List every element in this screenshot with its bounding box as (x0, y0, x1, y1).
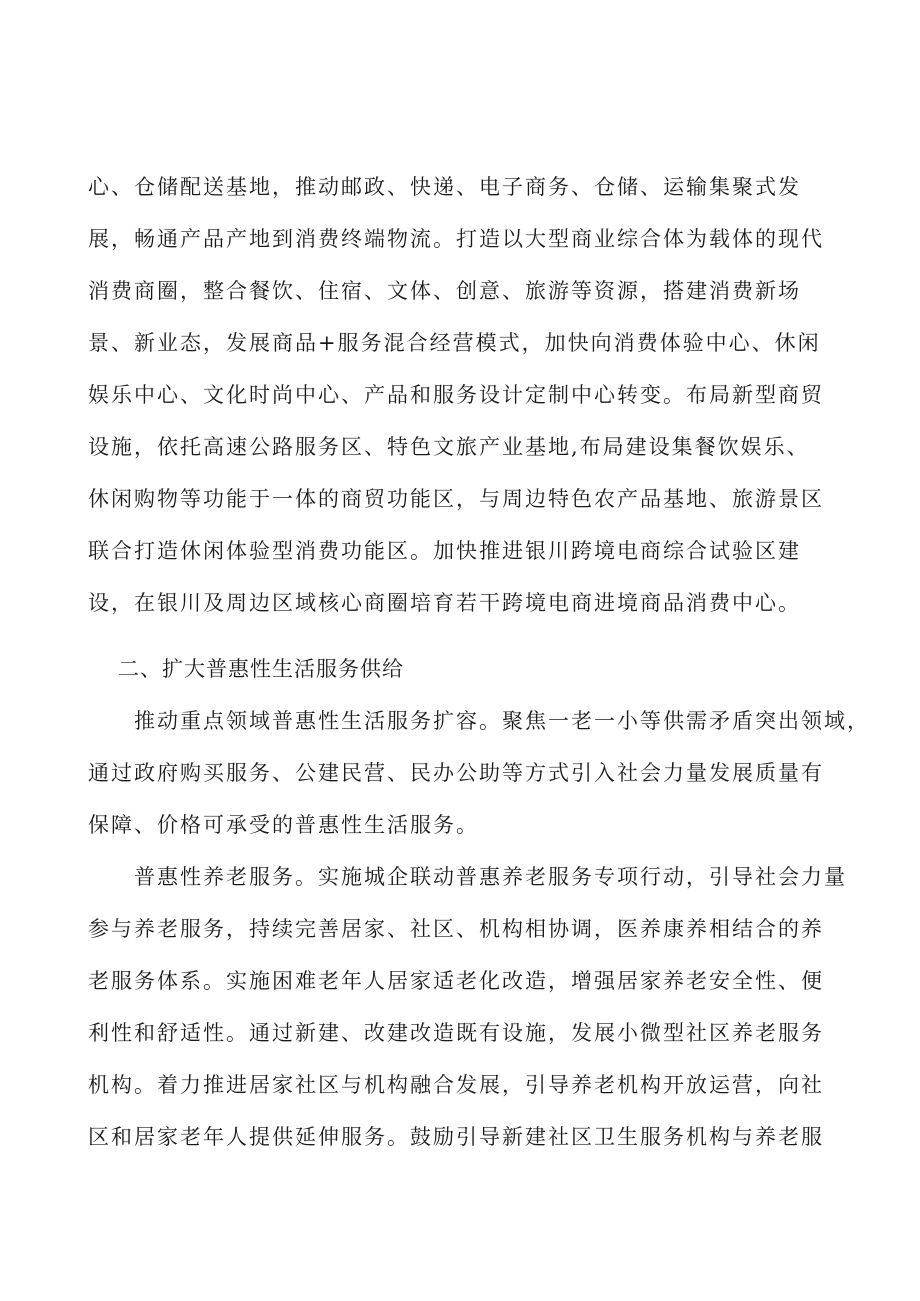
paragraph-line: 娱乐中心、文化时尚中心、产品和服务设计定制中心转变。布局新型商贸 (88, 383, 824, 407)
paragraph-line: 机构。着力推进居家社区与机构融合发展，引导养老机构开放运营，向社 (88, 1073, 824, 1097)
section-heading: 二、扩大普惠性生活服务供给 (118, 657, 404, 681)
paragraph-line: 联合打造休闲体验型消费功能区。加快推进银川跨境电商综合试验区建 (88, 539, 801, 563)
paragraph-line: 保障、价格可承受的普惠性生活服务。 (88, 813, 479, 837)
paragraph-line: 普惠性养老服务。实施城企联动普惠养老服务专项行动，引导社会力量 (134, 865, 847, 889)
paragraph-line: 消费商圈，整合餐饮、住宿、文体、创意、旅游等资源，搭建消费新场 (88, 279, 801, 303)
paragraph-line: 景、新业态，发展商品+服务混合经营模式，加快向消费体验中心、休闲 (88, 331, 821, 355)
paragraph-line: 展，畅通产品产地到消费终端物流。打造以大型商业综合体为载体的现代 (88, 227, 824, 251)
paragraph-line: 区和居家老年人提供延伸服务。鼓励引导新建社区卫生服务机构与养老服 (88, 1125, 824, 1149)
paragraph-line: 推动重点领域普惠性生活服务扩容。聚焦一老一小等供需矛盾突出领域， (134, 709, 870, 733)
paragraph-line: 利性和舒适性。通过新建、改建改造既有设施，发展小微型社区养老服务 (88, 1021, 824, 1045)
paragraph-line: 休闲购物等功能于一体的商贸功能区，与周边特色农产品基地、旅游景区 (88, 487, 824, 511)
paragraph-line: 通过政府购买服务、公建民营、民办公助等方式引入社会力量发展质量有 (88, 761, 824, 785)
paragraph-line: 设，在银川及周边区域核心商圈培育若干跨境电商进境商品消费中心。 (88, 591, 801, 615)
paragraph-line: 参与养老服务，持续完善居家、社区、机构相协调，医养康养相结合的养 (88, 917, 824, 941)
paragraph-line: 老服务体系。实施困难老年人居家适老化改造，增强居家养老安全性、便 (88, 969, 824, 993)
paragraph-line: 心、仓储配送基地，推动邮政、快递、电子商务、仓储、运输集聚式发 (88, 175, 801, 199)
paragraph-line: 设施，依托高速公路服务区、特色文旅产业基地,布局建设集餐饮娱乐、 (88, 435, 810, 459)
